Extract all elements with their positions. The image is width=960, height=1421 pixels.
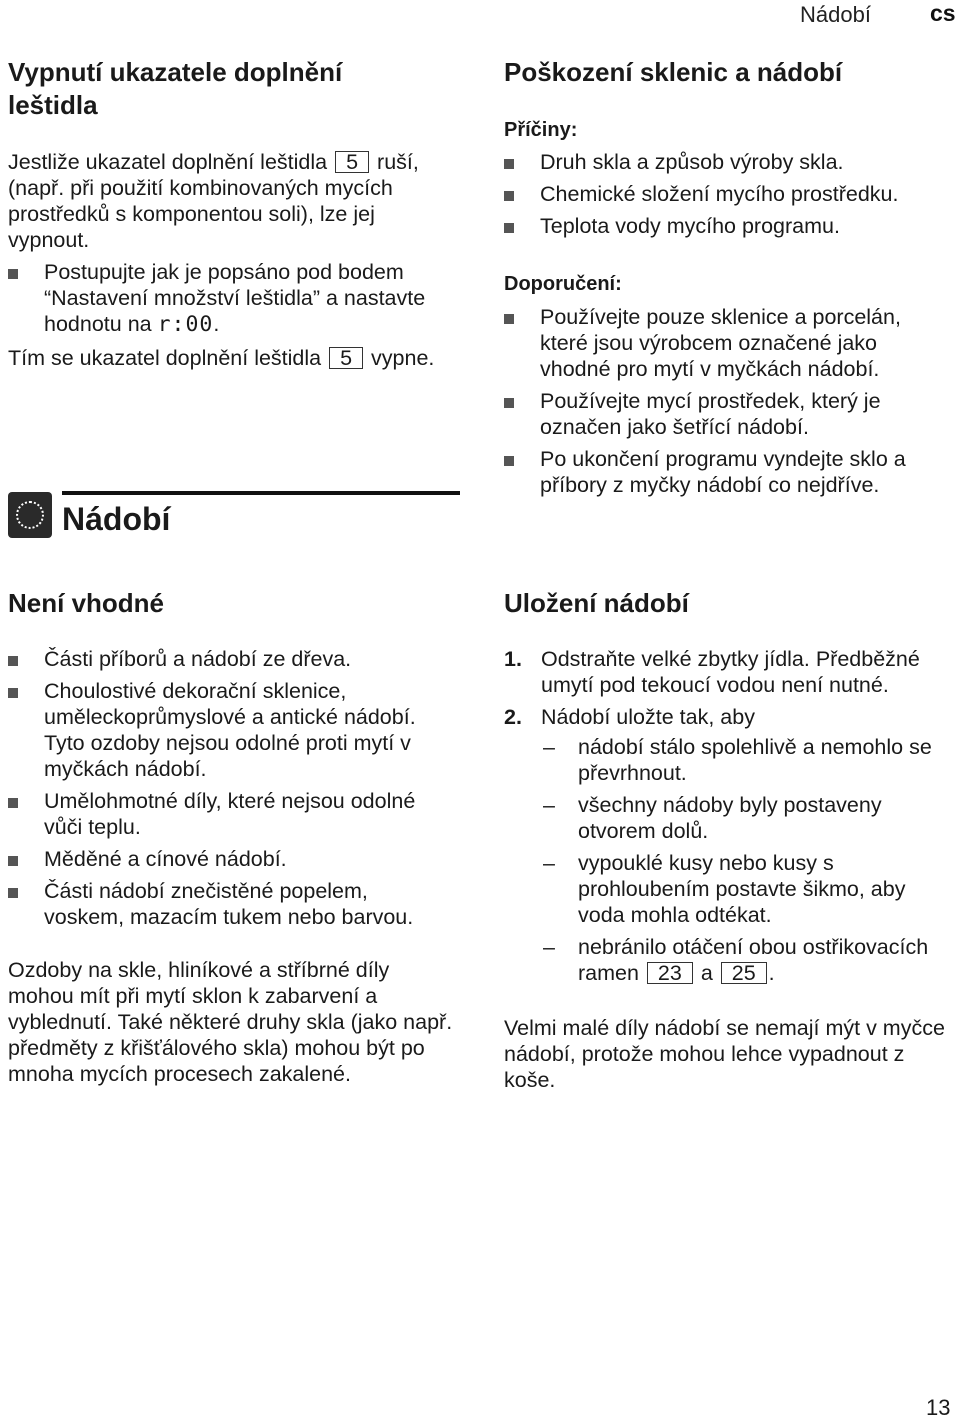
list-item: Části nádobí znečistěné popelem, voskem, mazacím tukem nebo barvou. — [8, 878, 453, 930]
loading-steps — [504, 646, 949, 992]
dish-icon — [8, 492, 52, 538]
heading-damage: Poškození sklenic a nádobí — [504, 57, 843, 87]
recommend-list — [504, 304, 944, 504]
causes-list — [504, 149, 944, 245]
step-number: 1. — [504, 647, 522, 671]
step-number: 2. — [504, 705, 522, 729]
list-item — [504, 704, 949, 986]
page-number: 13 — [926, 1395, 951, 1420]
indicator-box-5: 5 — [335, 151, 369, 173]
intro-pre: Jestliže ukazatel doplnění leštidla — [8, 150, 334, 174]
result-pre: Tím se ukazatel doplnění leštidla — [8, 346, 328, 370]
list-item: Po ukončení programu vyndejte sklo a příbory z myčky nádobí co nejdříve. — [504, 446, 944, 498]
closing-paragraph-right: Velmi malé díly nádobí se nemají mýt v myčce nádobí, protože mohou lehce vypadnout z koše. — [504, 1016, 945, 1092]
result-post: vypne. — [365, 346, 435, 370]
list-item — [504, 646, 949, 698]
spray-arm-box-23: 23 — [647, 962, 693, 984]
list-item: Části příborů a nádobí ze dřeva. — [8, 646, 453, 672]
section-divider — [62, 491, 460, 495]
step-text: Odstraňte velké zbytky jídla. Předběžné umytí pod tekoucí vodou není nutné. — [541, 647, 920, 697]
list-item: Měděné a cínové nádobí. — [8, 846, 453, 872]
heading-disable-indicator: Vypnutí ukazatele doplnění leštidla — [8, 57, 343, 120]
indicator-box-5-result: 5 — [329, 347, 363, 369]
list-item: Druh skla a způsob výroby skla. — [504, 149, 944, 175]
not-suitable-list — [8, 646, 453, 936]
recommend-label: Doporučení: — [504, 273, 622, 295]
running-header-lang: cs — [930, 0, 956, 26]
list-item: Používejte mycí prostředek, který je označen jako šetřící nádobí. — [504, 388, 944, 440]
intro-paragraph — [8, 149, 453, 253]
step-list — [8, 259, 458, 344]
dash-last-post: . — [768, 961, 775, 985]
dash-last-mid: a — [694, 961, 719, 985]
step-text: Nádobí uložte tak, aby — [541, 705, 755, 729]
closing-paragraph-left: Ozdoby na skle, hliníkové a stříbrné díly mohou mít při mytí sklon k zabarvení a vyblednutí. Také některé druhy skla (jako např. předměty z křišťálového skla) mohou být po mnoha mycích procesech zakalené. — [8, 958, 453, 1086]
result-paragraph — [8, 345, 453, 371]
list-item: – nádobí stálo spolehlivě a nemohlo se převrhnout. — [541, 734, 949, 786]
list-item — [8, 259, 458, 338]
list-item: Chemické složení mycího prostředku. — [504, 181, 944, 207]
list-item: Teplota vody mycího programu. — [504, 213, 944, 239]
step-post: . — [213, 312, 220, 336]
dash-last-pre: nebránilo otáčení obou ostřikovacích ramen — [578, 935, 929, 985]
intro-post: ruší, (např. při použití kombinovaných mycích prostředků s komponentou soli), lze jej vypnout. — [8, 150, 419, 252]
running-header-section: Nádobí — [800, 2, 871, 27]
spray-arm-box-25: 25 — [721, 962, 767, 984]
causes-label: Příčiny: — [504, 119, 578, 141]
list-item — [541, 934, 949, 986]
heading-loading: Uložení nádobí — [504, 588, 689, 618]
section-title: Nádobí — [62, 501, 171, 537]
step-pre: Postupujte jak je popsáno pod bodem “Nastavení množství leštidla” a nastavte hodnotu na — [44, 260, 426, 336]
list-item: Choulostivé dekorační sklenice, uměleckoprůmyslové a antické nádobí. Tyto ozdoby nejsou odolné proti mytí v myčkách nádobí. — [8, 678, 453, 782]
dash-list — [541, 734, 949, 986]
list-item: Umělohmotné díly, které nejsou odolné vůči teplu. — [8, 788, 453, 840]
heading-not-suitable: Není vhodné — [8, 588, 165, 618]
list-item: Používejte pouze sklenice a porcelán, které jsou výrobcem označené jako vhodné pro mytí v myčkách nádobí. — [504, 304, 944, 382]
list-item: – vypouklé kusy nebo kusy s prohloubením postavte šikmo, aby voda mohla odtékat. — [541, 850, 949, 928]
display-code: r:00 — [157, 312, 214, 337]
list-item: – všechny nádoby byly postaveny otvorem dolů. — [541, 792, 949, 844]
